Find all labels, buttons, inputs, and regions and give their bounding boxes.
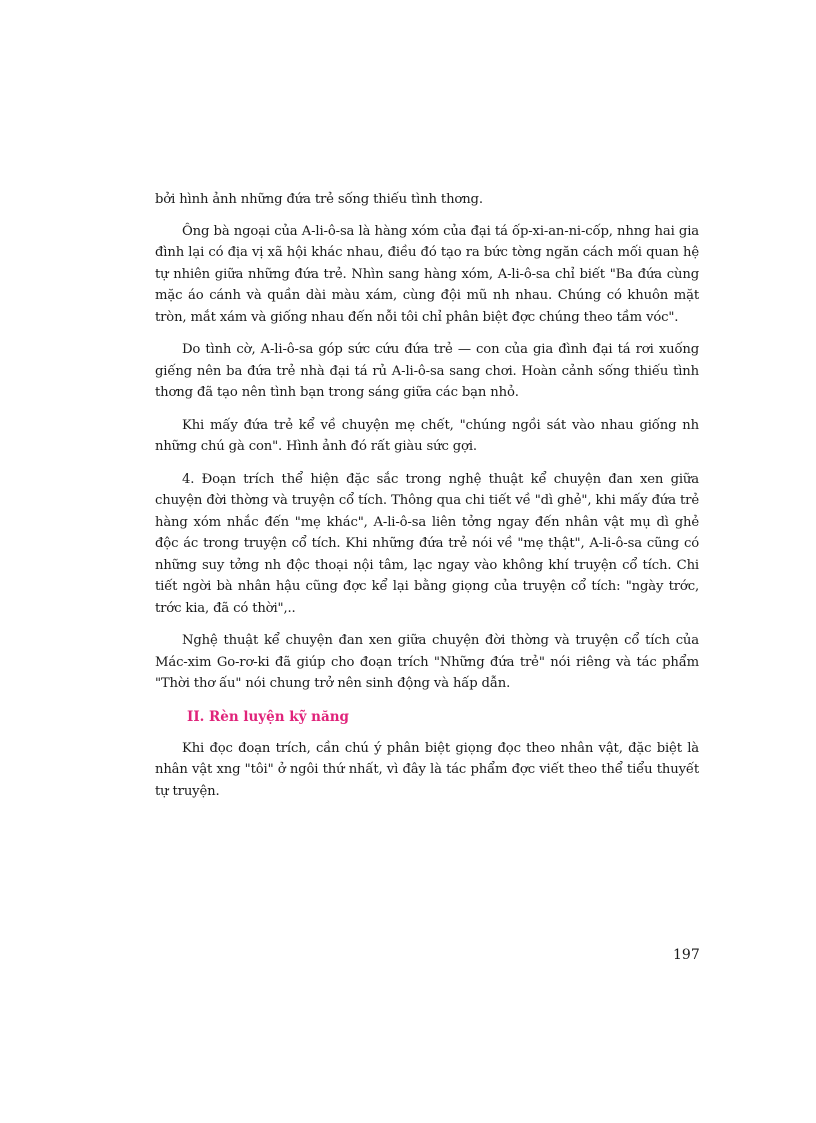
paragraph-neighbors: Ông bà ngoại của A-li-ô-sa là hàng xóm của đại tá ốp-xi-an-ni-cốp, nhng hai gia đình lại có địa vị xã hội khác nhau, điều đó tạo ra bức tờng ngăn cách mối quan hệ tự nhiên giữa những đứa trẻ. Nhìn sang hàng xóm, A-li-ô-sa chỉ biết "Ba đứa cùng mặc áo cánh và quần dài màu xám, cùng đội mũ nh nhau. Chúng có khuôn mặt tròn, mắt xám và giống nhau đến nỗi tôi chỉ phân biệt đợc chúng theo tầm vóc". [155, 223, 699, 325]
paragraph-narrative-art: 4. Đoạn trích thể hiện đặc sắc trong nghệ thuật kể chuyện đan xen giữa chuyện đời thờng và truyện cổ tích. Thông qua chi tiết về "dì ghẻ", khi mấy đứa trẻ hàng xóm nhắc đến "mẹ khác", A-li-ô-sa liên tởng ngay đến nhân vật mụ dì ghẻ độc ác trong truyện cổ tích. Khi những đứa trẻ nói về "mẹ thật", A-li-ô-sa cũng có những suy tởng nh độc thoại nội tâm, lạc ngay vào không khí truyện cổ tích. Chi tiết ngời bà nhân hậu cũng đợc kể lại bằng giọng của truyện cổ tích: "ngày trớc, trớc kia, đã có thời",.. [155, 471, 699, 616]
paragraph-rescue: Do tình cờ, A-li-ô-sa góp sức cứu đứa trẻ — con của gia đình đại tá rơi xuống giếng nên ba đứa trẻ nhà đại tá rủ A-li-ô-sa sang chơi. Hoàn cảnh sống thiếu tình thơng đã tạo nên tình bạn trong sáng giữa các bạn nhỏ. [155, 342, 699, 400]
paragraph-mother-story: Khi mấy đứa trẻ kể về chuyện mẹ chết, "chúng ngồi sát vào nhau giống nh những chú gà con". Hình ảnh đó rất giàu sức gợi. [155, 417, 699, 454]
page-body [155, 189, 699, 813]
paragraph-conclusion: Nghệ thuật kể chuyện đan xen giữa chuyện đời thờng và truyện cổ tích của Mác-xim Go-rơ-ki đã giúp cho đoạn trích "Những đứa trẻ" nói riêng và tác phẩm "Thời thơ ấu" nói chung trở nên sinh động và hấp dẫn. [155, 633, 699, 691]
paragraph-reading-advice: Khi đọc đoạn trích, cần chú ý phân biệt giọng đọc theo nhân vật, đặc biệt là nhân vật xng "tôi" ở ngôi thứ nhất, vì đây là tác phẩm đợc viết theo thể tiểu thuyết tự truyện. [155, 740, 699, 799]
page-number: 197 [673, 947, 700, 963]
paragraph-continuation: bởi hình ảnh những đứa trẻ sống thiếu tình thơng. [155, 192, 483, 207]
section-heading-skills: II. Rèn luyện kỹ năng [187, 708, 349, 725]
